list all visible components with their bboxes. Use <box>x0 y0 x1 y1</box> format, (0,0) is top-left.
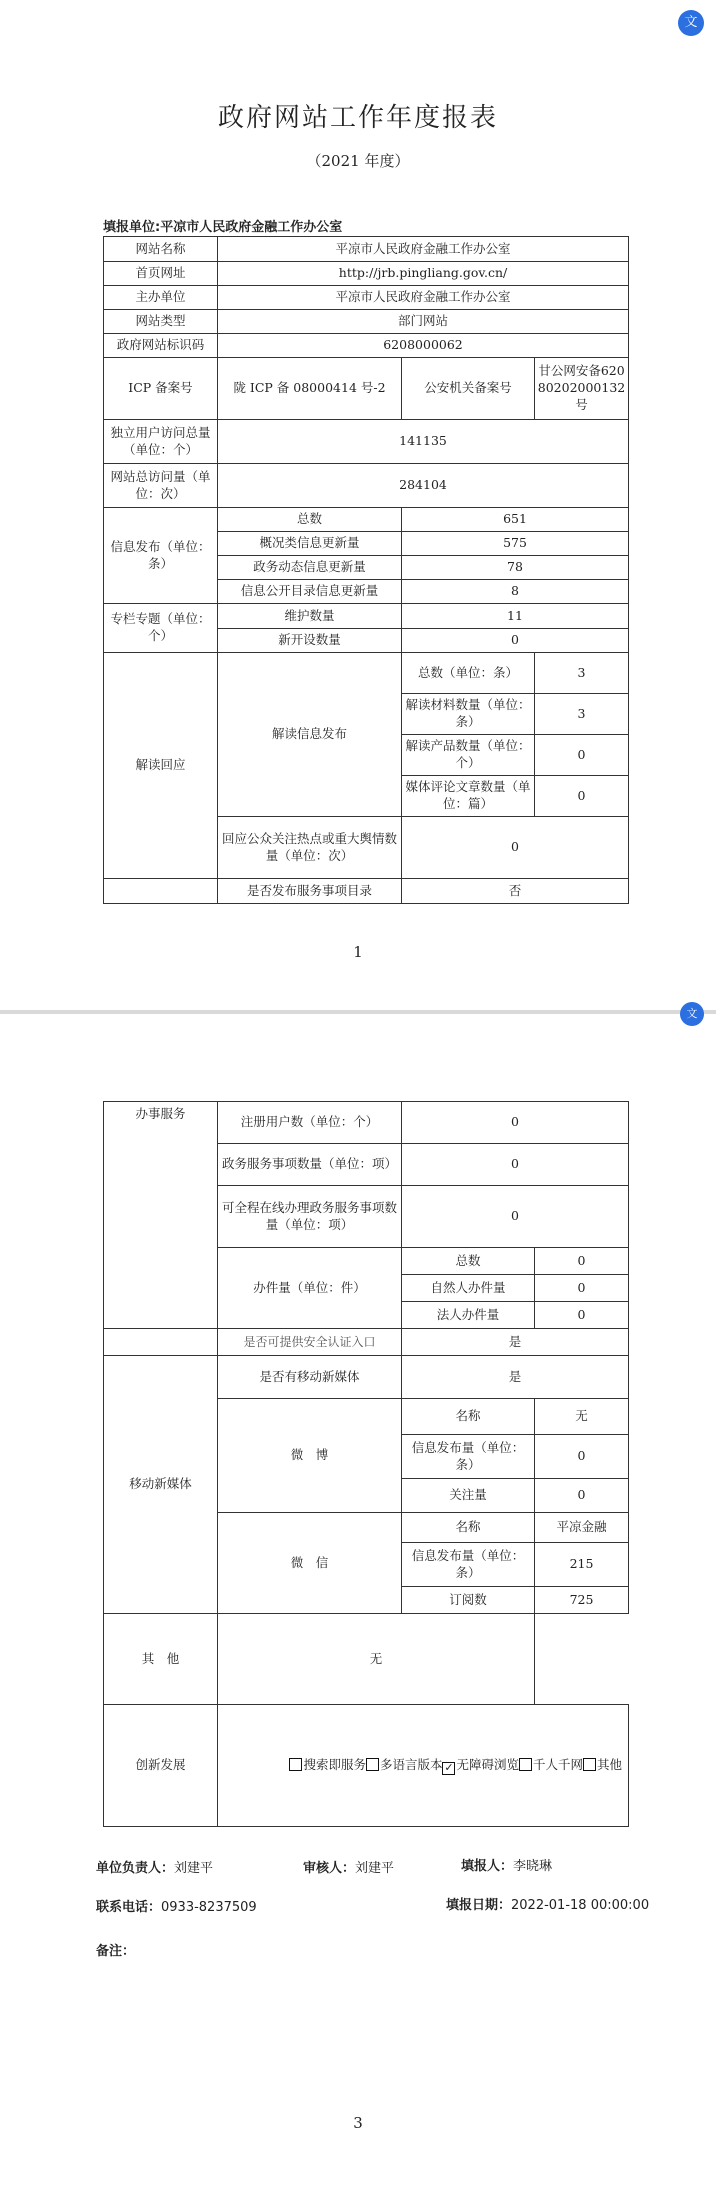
table-row <box>104 358 629 420</box>
checkbox-checked-icon[interactable]: ✓ <box>444 1760 454 1774</box>
date-value: 2022-01-18 00:00:00 <box>511 1898 650 1913</box>
cell-label: 网站总访问量（单位：次） <box>104 464 218 508</box>
filler-unit: 填报单位:平凉市人民政府金融工作办公室 <box>103 220 343 235</box>
cell-label: 政务动态信息更新量 <box>218 556 402 580</box>
checkbox-unchecked-icon[interactable] <box>366 1758 379 1771</box>
cell-label: 其 他 <box>104 1614 218 1705</box>
table-row <box>104 464 629 508</box>
reviewer-signature <box>303 1857 394 1876</box>
table-row <box>104 310 629 334</box>
table-row <box>104 420 629 464</box>
cell-label: 关注量 <box>402 1479 535 1513</box>
report-table-2 <box>103 1101 629 1827</box>
cell-value: 0 <box>535 1302 629 1329</box>
cell-value: 是 <box>402 1356 629 1399</box>
cell-empty <box>104 1329 218 1356</box>
checkbox-unchecked-icon[interactable] <box>289 1758 302 1771</box>
page-title: 政府网站工作年度报表 <box>217 103 498 133</box>
cell-label: 独立用户访问总量（单位：个） <box>104 420 218 464</box>
filler-value: 李晓琳 <box>513 1859 553 1874</box>
cell-value: 78 <box>402 556 629 580</box>
cell-label: 媒体评论文章数量（单位：篇） <box>402 776 535 817</box>
cell-label: 移动新媒体 <box>104 1356 218 1614</box>
cell-value: 6208000062 <box>218 334 629 358</box>
filler-label: 填报人： <box>461 1859 514 1874</box>
cell-label: 总数 <box>402 1248 535 1275</box>
cell-value: 部门网站 <box>218 310 629 334</box>
table-row <box>104 1102 629 1144</box>
cell-label: 网站类型 <box>104 310 218 334</box>
cell-empty <box>104 879 218 904</box>
table-row <box>104 653 629 694</box>
cell-value: 0 <box>402 629 629 653</box>
date-label: 填报日期： <box>446 1898 512 1913</box>
reviewer-label: 审核人： <box>303 1861 356 1876</box>
cell-value: 0 <box>402 1186 629 1248</box>
cell-value: 651 <box>402 508 629 532</box>
report-page-1 <box>0 0 716 1010</box>
note-label: 备注： <box>96 1944 136 1959</box>
cell-label: 办件量（单位：件） <box>218 1248 402 1329</box>
cell-label: ICP 备案号 <box>104 358 218 420</box>
cell-label: 创新发展 <box>104 1705 218 1827</box>
cell-label: 解读回应 <box>104 653 218 879</box>
cell-label: 微 信 <box>218 1513 402 1614</box>
cell-value: 0 <box>535 735 629 776</box>
cell-label: 专栏专题（单位：个） <box>104 604 218 653</box>
table-row <box>104 1329 629 1356</box>
phone-label: 联系电话： <box>96 1900 162 1915</box>
table-row <box>104 1614 629 1705</box>
filler-signature <box>461 1855 552 1874</box>
cell-label: 法人办件量 <box>402 1302 535 1329</box>
cell-label: 主办单位 <box>104 286 218 310</box>
table-row <box>104 1705 629 1827</box>
cell-label: 回应公众关注热点或重大舆情数量（单位：次） <box>218 817 402 879</box>
table-row <box>104 334 629 358</box>
cell-value: 是 <box>402 1329 629 1356</box>
contact-phone <box>96 1896 257 1915</box>
cell-value: 0 <box>535 776 629 817</box>
table-row <box>104 879 629 904</box>
report-year: （2021 年度） <box>306 152 410 170</box>
cell-value: 284104 <box>218 464 629 508</box>
report-table-1 <box>103 236 629 904</box>
cell-value: 215 <box>535 1543 629 1587</box>
leader-value: 刘建平 <box>174 1861 214 1876</box>
page-number: 3 <box>353 2114 363 2132</box>
cell-value: 0 <box>535 1248 629 1275</box>
cell-value: 0 <box>535 1479 629 1513</box>
cell-label: 政府网站标识码 <box>104 334 218 358</box>
table-row <box>104 237 629 262</box>
cell-label: 名称 <box>402 1399 535 1435</box>
homepage-link[interactable]: http://jrb.pingliang.gov.cn/ <box>218 262 629 286</box>
cell-label: 是否可提供安全认证入口 <box>218 1329 402 1356</box>
option-label: 无障碍浏览 <box>456 1756 519 1772</box>
cell-value: 平凉金融 <box>535 1513 629 1543</box>
cell-label: 维护数量 <box>218 604 402 629</box>
table-row <box>104 604 629 629</box>
checkbox-unchecked-icon[interactable] <box>583 1758 596 1771</box>
cell-label: 注册用户数（单位：个） <box>218 1102 402 1144</box>
cell-label: 公安机关备案号 <box>402 358 535 420</box>
cell-value: 3 <box>535 694 629 735</box>
cell-value: 0 <box>402 817 629 879</box>
cell-label: 首页网址 <box>104 262 218 286</box>
cell-label: 办事服务 <box>104 1102 218 1329</box>
cell-value: 0 <box>535 1275 629 1302</box>
option-label: 搜索即服务 <box>303 1756 366 1772</box>
cell-label: 网站名称 <box>104 237 218 262</box>
reviewer-value: 刘建平 <box>355 1861 395 1876</box>
cell-label: 解读信息发布 <box>218 653 402 817</box>
table-row <box>104 262 629 286</box>
cell-value: 0 <box>535 1435 629 1479</box>
report-page-3 <box>0 1007 716 2185</box>
cell-label: 解读材料数量（单位：条） <box>402 694 535 735</box>
table-row <box>104 1356 629 1399</box>
fill-date <box>446 1894 649 1913</box>
cell-label: 信息公开目录信息更新量 <box>218 580 402 604</box>
cell-label: 订阅数 <box>402 1587 535 1614</box>
cell-label: 信息发布（单位：条） <box>104 508 218 604</box>
cell-label: 总数 <box>218 508 402 532</box>
option-label: 多语言版本 <box>379 1756 443 1772</box>
phone-value: 0933-8237509 <box>161 1900 257 1915</box>
cell-label: 新开设数量 <box>218 629 402 653</box>
cell-label: 信息发布量（单位：条） <box>402 1435 535 1479</box>
cell-value: 0 <box>402 1144 629 1186</box>
cell-value: 725 <box>535 1587 629 1614</box>
cell-label: 微 博 <box>218 1399 402 1513</box>
translate-icon[interactable]: 文 <box>678 10 704 36</box>
leader-label: 单位负责人： <box>96 1861 175 1876</box>
leader-signature <box>96 1857 213 1876</box>
table-row <box>104 508 629 532</box>
cell-label: 是否有移动新媒体 <box>218 1356 402 1399</box>
cell-label: 信息发布量（单位：条） <box>402 1543 535 1587</box>
innovation-options <box>218 1705 629 1827</box>
cell-value: 否 <box>402 879 629 904</box>
cell-label: 可全程在线办理政务服务事项数量（单位：项） <box>218 1186 402 1248</box>
cell-value: 无 <box>535 1399 629 1435</box>
cell-value: 0 <box>402 1102 629 1144</box>
cell-value: 平凉市人民政府金融工作办公室 <box>218 286 629 310</box>
cell-value: 平凉市人民政府金融工作办公室 <box>218 237 629 262</box>
checkbox-unchecked-icon[interactable] <box>519 1758 532 1771</box>
cell-label: 名称 <box>402 1513 535 1543</box>
cell-value: 141135 <box>218 420 629 464</box>
cell-value: 8 <box>402 580 629 604</box>
cell-label: 总数（单位：条） <box>402 653 535 694</box>
table-row <box>104 286 629 310</box>
cell-value: 甘公网安备62080202000132号 <box>535 358 629 420</box>
cell-label: 解读产品数量（单位：个） <box>402 735 535 776</box>
cell-value: 陇 ICP 备 08000414 号-2 <box>218 358 402 420</box>
option-label: 千人千网 <box>532 1756 583 1772</box>
cell-label: 概况类信息更新量 <box>218 532 402 556</box>
cell-value: 3 <box>535 653 629 694</box>
translate-icon[interactable]: 文 <box>680 1002 704 1026</box>
option-label: 其他 <box>597 1756 623 1772</box>
cell-value: 575 <box>402 532 629 556</box>
cell-label: 自然人办件量 <box>402 1275 535 1302</box>
cell-label: 是否发布服务事项目录 <box>218 879 402 904</box>
cell-value: 无 <box>218 1614 535 1705</box>
cell-value: 11 <box>402 604 629 629</box>
cell-label: 政务服务事项数量（单位：项） <box>218 1144 402 1186</box>
page-number: 1 <box>353 943 363 961</box>
